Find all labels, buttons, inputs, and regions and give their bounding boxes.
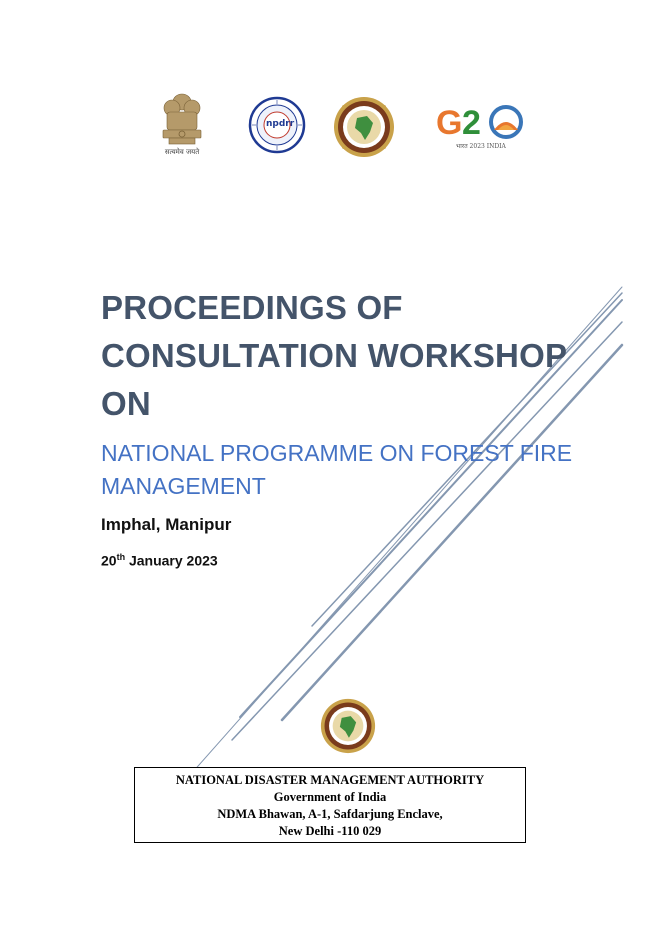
document-subtitle — [101, 437, 621, 503]
address-line-4: New Delhi -110 029 — [278, 824, 382, 838]
event-date — [101, 552, 218, 569]
svg-text:G: G — [436, 104, 463, 142]
ndma-logo-bottom — [320, 698, 376, 754]
publisher-address-box — [134, 767, 526, 843]
ndma-logo-icon — [320, 698, 376, 754]
g20-logo — [436, 100, 528, 156]
npdrr-logo — [248, 96, 306, 154]
address-line-2: Government of India — [273, 790, 387, 804]
g20-logo-subtext: भारत 2023 INDIA — [456, 143, 506, 150]
subtitle-line-2: MANAGEMENT — [101, 473, 266, 499]
state-emblem-icon — [155, 92, 209, 148]
emblem-motto: सत्यमेव जयते — [164, 148, 200, 156]
document-title — [101, 284, 621, 428]
ndma-logo-top — [333, 96, 395, 158]
state-emblem-logo — [155, 92, 209, 158]
date-day: 20 — [101, 552, 117, 569]
date-rest: January 2023 — [125, 552, 218, 569]
svg-text:2: 2 — [462, 104, 481, 142]
address-line-1: NATIONAL DISASTER MANAGEMENT AUTHORITY — [175, 773, 485, 787]
ndma-logo-icon — [333, 96, 395, 158]
subtitle-line-1: NATIONAL PROGRAMME ON FOREST FIRE — [101, 440, 573, 466]
title-line-3: ON — [101, 385, 151, 422]
npdrr-logo-text: npdrr — [266, 119, 295, 129]
title-line-1: PROCEEDINGS OF — [101, 289, 403, 326]
title-line-2: CONSULTATION WORKSHOP — [101, 337, 568, 374]
date-suffix: th — [116, 552, 126, 562]
event-location: Imphal, Manipur — [101, 515, 232, 534]
g20-india-logo-icon — [436, 100, 528, 144]
address-line-3: NDMA Bhawan, A-1, Safdarjung Enclave, — [217, 807, 443, 821]
